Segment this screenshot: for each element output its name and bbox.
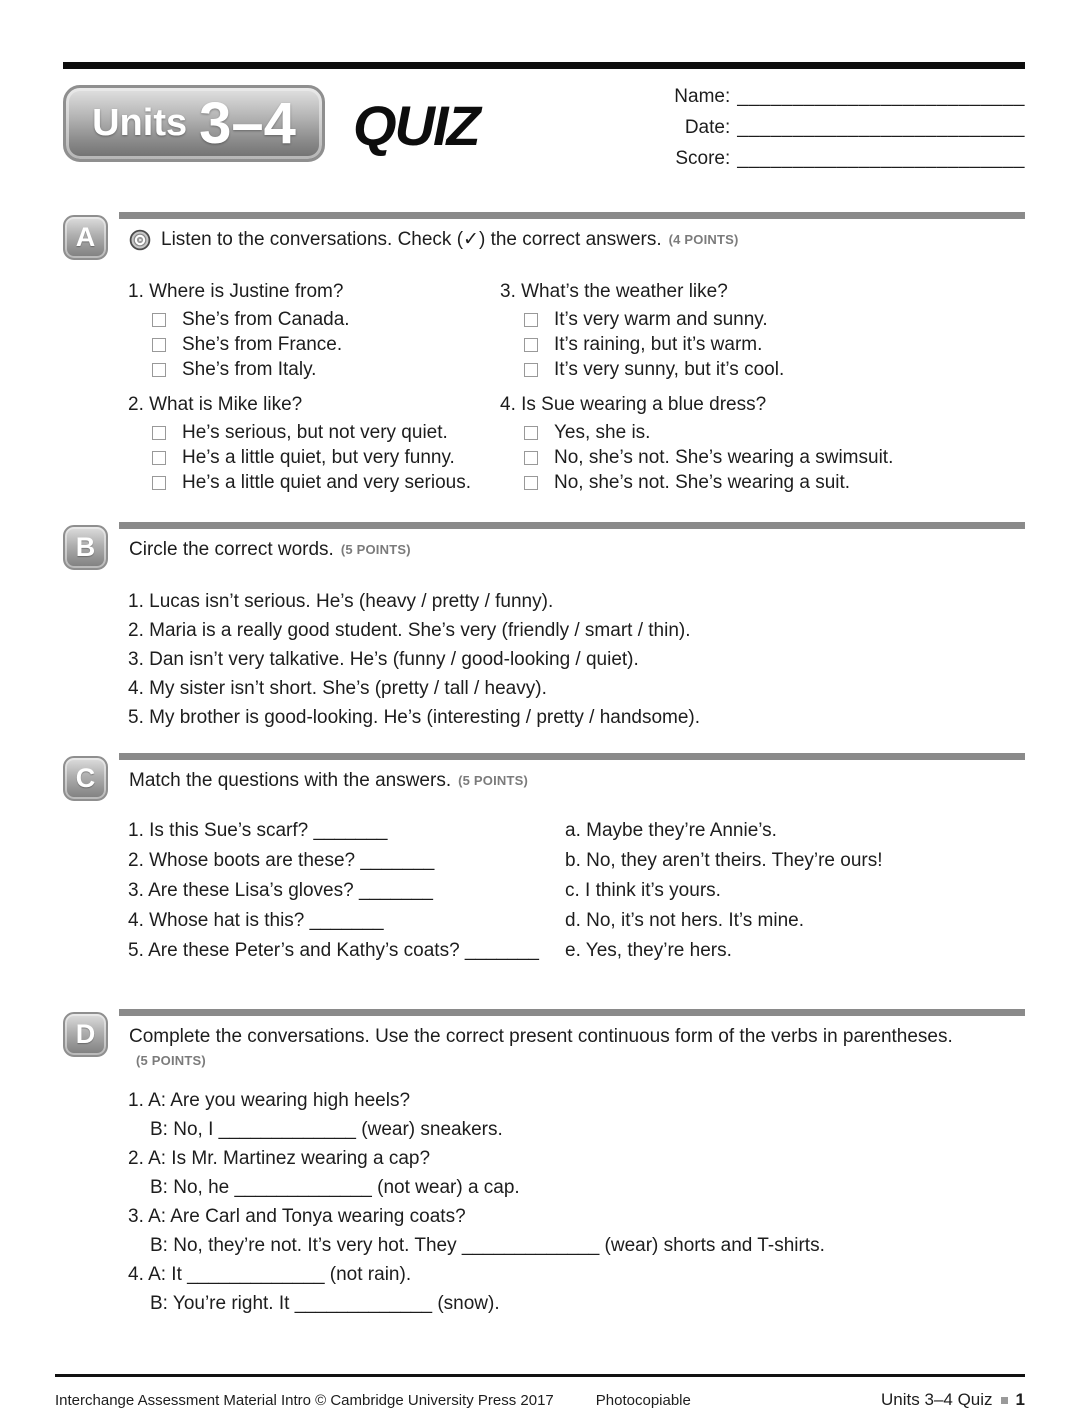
checkbox[interactable] bbox=[524, 426, 538, 440]
question-block-4 bbox=[500, 393, 1025, 492]
section-b-head bbox=[63, 522, 1025, 570]
section-d-head bbox=[63, 1009, 1025, 1073]
section-a-bar bbox=[119, 212, 1025, 219]
dialogue-b-line: B: No, I _____________ (wear) sneakers. bbox=[150, 1119, 503, 1140]
section-a-badge: A bbox=[63, 215, 108, 260]
dialogue-b-line: B: No, he _____________ (not wear) a cap. bbox=[150, 1177, 520, 1198]
match-answer: c. I think it’s yours. bbox=[565, 880, 721, 901]
match-question: 5. Are these Peter’s and Kathy’s coats? _______ bbox=[128, 940, 539, 961]
section-a-instruction-text: Listen to the conversations. Check (✓) the correct answers. bbox=[161, 229, 662, 250]
question-text: 4. Is Sue wearing a blue dress? bbox=[500, 394, 767, 415]
section-b-list bbox=[128, 592, 1025, 727]
match-question: 3. Are these Lisa’s gloves? _______ bbox=[128, 880, 433, 901]
score-label: Score: bbox=[675, 148, 731, 169]
answer-option bbox=[128, 310, 500, 329]
match-answers-column bbox=[565, 821, 1025, 971]
page-number: 1 bbox=[1015, 1390, 1025, 1409]
section-c bbox=[63, 753, 1025, 971]
section-a bbox=[63, 212, 1025, 492]
section-c-points: (5 POINTS) bbox=[458, 773, 529, 788]
date-line[interactable]: __________________________ bbox=[737, 117, 1025, 138]
checkbox[interactable] bbox=[524, 363, 538, 377]
units-badge bbox=[63, 85, 325, 162]
question-block-1 bbox=[128, 280, 500, 379]
section-d-list bbox=[128, 1091, 1025, 1314]
option-label: She’s from Italy. bbox=[182, 359, 317, 380]
name-line[interactable]: __________________________ bbox=[737, 86, 1025, 107]
answer-option bbox=[128, 423, 500, 442]
dialogue-a-line: 4. A: It _____________ (not rain). bbox=[128, 1264, 412, 1285]
section-a-body bbox=[128, 280, 1025, 492]
name-field bbox=[664, 81, 1025, 112]
circle-item: 1. Lucas isn’t serious. He’s (heavy / pretty / funny). bbox=[128, 591, 554, 612]
name-label: Name: bbox=[674, 86, 731, 107]
dialogue-b-line: B: No, they’re not. It’s very hot. They _____________ (wear) shorts and T-shirts. bbox=[150, 1235, 825, 1256]
checkbox[interactable] bbox=[152, 338, 166, 352]
section-a-points: (4 POINTS) bbox=[668, 232, 739, 247]
checkbox[interactable] bbox=[524, 338, 538, 352]
section-b-instruction bbox=[119, 538, 1025, 562]
answer-option bbox=[500, 423, 1025, 442]
score-line[interactable]: __________________________ bbox=[737, 148, 1025, 169]
option-label: No, she’s not. She’s wearing a suit. bbox=[554, 472, 851, 493]
units-badge-number: 3–4 bbox=[199, 90, 296, 156]
option-label: No, she’s not. She’s wearing a swimsuit. bbox=[554, 447, 894, 468]
top-rule bbox=[63, 62, 1025, 69]
student-fields bbox=[664, 81, 1025, 174]
answer-option bbox=[500, 335, 1025, 354]
option-label: Yes, she is. bbox=[554, 422, 651, 443]
section-b bbox=[63, 522, 1025, 727]
units-badge-word: Units bbox=[92, 102, 188, 144]
option-label: He’s serious, but not very quiet. bbox=[182, 422, 448, 443]
footer-quiz-label bbox=[881, 1390, 1025, 1410]
question-text: 3. What’s the weather like? bbox=[500, 281, 728, 302]
dialogue-a-line: 3. A: Are Carl and Tonya wearing coats? bbox=[128, 1206, 466, 1227]
date-field bbox=[664, 112, 1025, 143]
page-title: QUIZ bbox=[353, 94, 479, 157]
section-c-instruction-text: Match the questions with the answers. bbox=[129, 770, 452, 791]
match-answer: d. No, it’s not hers. It’s mine. bbox=[565, 910, 805, 931]
answer-option bbox=[128, 473, 500, 492]
section-c-bar bbox=[119, 753, 1025, 760]
circle-item: 3. Dan isn’t very talkative. He’s (funny / good-looking / quiet). bbox=[128, 649, 639, 670]
score-field bbox=[664, 143, 1025, 174]
question-text: 2. What is Mike like? bbox=[128, 394, 303, 415]
section-b-badge: B bbox=[63, 525, 108, 570]
match-answer: b. No, they aren’t theirs. They’re ours! bbox=[565, 850, 883, 871]
section-b-bar bbox=[119, 522, 1025, 529]
match-question: 4. Whose hat is this? _______ bbox=[128, 910, 384, 931]
match-answer: e. Yes, they’re hers. bbox=[565, 940, 732, 961]
listen-audio-icon bbox=[129, 229, 151, 251]
answer-option bbox=[128, 335, 500, 354]
question-block-3 bbox=[500, 280, 1025, 379]
option-label: She’s from Canada. bbox=[182, 309, 350, 330]
answer-option bbox=[500, 448, 1025, 467]
circle-item: 4. My sister isn’t short. She’s (pretty / tall / heavy). bbox=[128, 678, 547, 699]
match-question: 1. Is this Sue’s scarf? _______ bbox=[128, 820, 388, 841]
answer-option bbox=[500, 360, 1025, 379]
answer-option bbox=[500, 473, 1025, 492]
footer-copyright: Interchange Assessment Material Intro © Cambridge University Press 2017 bbox=[55, 1392, 554, 1409]
match-questions-column bbox=[128, 821, 565, 971]
option-label: He’s a little quiet, but very funny. bbox=[182, 447, 455, 468]
section-c-badge: C bbox=[63, 756, 108, 801]
checkbox[interactable] bbox=[524, 451, 538, 465]
dialogue-a-line: 2. A: Is Mr. Martinez wearing a cap? bbox=[128, 1148, 431, 1169]
square-bullet-icon bbox=[1001, 1397, 1008, 1404]
option-label: He’s a little quiet and very serious. bbox=[182, 472, 472, 493]
dialogue-b-line: B: You’re right. It _____________ (snow). bbox=[150, 1293, 500, 1314]
match-answer: a. Maybe they’re Annie’s. bbox=[565, 820, 777, 841]
question-text: 1. Where is Justine from? bbox=[128, 281, 344, 302]
section-a-head bbox=[63, 212, 1025, 260]
option-label: She’s from France. bbox=[182, 334, 343, 355]
checkbox[interactable] bbox=[152, 363, 166, 377]
section-d-instruction bbox=[119, 1025, 1025, 1073]
checkbox[interactable] bbox=[524, 313, 538, 327]
section-c-grid bbox=[128, 821, 1025, 971]
checkbox[interactable] bbox=[152, 313, 166, 327]
section-d-instruction-text: Complete the conversations. Use the correct present continuous form of the verbs in parentheses. bbox=[129, 1026, 953, 1047]
answer-option bbox=[128, 360, 500, 379]
dialogue-a-line: 1. A: Are you wearing high heels? bbox=[128, 1090, 411, 1111]
section-c-head bbox=[63, 753, 1025, 801]
circle-item: 5. My brother is good-looking. He’s (interesting / pretty / handsome). bbox=[128, 707, 701, 728]
section-b-instruction-text: Circle the correct words. bbox=[129, 539, 334, 560]
match-question: 2. Whose boots are these? _______ bbox=[128, 850, 435, 871]
section-a-instruction bbox=[119, 228, 1025, 252]
section-d-points: (5 POINTS) bbox=[136, 1053, 206, 1068]
date-label: Date: bbox=[684, 117, 731, 138]
section-d bbox=[63, 1009, 1025, 1314]
page-header bbox=[63, 85, 1025, 174]
answer-option bbox=[128, 448, 500, 467]
checkbox[interactable] bbox=[152, 426, 166, 440]
footer-quiz-title: Units 3–4 Quiz bbox=[881, 1390, 993, 1409]
section-b-points: (5 POINTS) bbox=[340, 542, 411, 557]
question-block-2 bbox=[128, 393, 500, 492]
checkbox[interactable] bbox=[152, 451, 166, 465]
answer-option bbox=[500, 310, 1025, 329]
page-footer bbox=[55, 1390, 1025, 1410]
section-d-badge: D bbox=[63, 1012, 108, 1057]
option-label: It’s very warm and sunny. bbox=[554, 309, 768, 330]
checkbox[interactable] bbox=[524, 476, 538, 490]
checkbox[interactable] bbox=[152, 476, 166, 490]
footer-rule bbox=[55, 1374, 1025, 1377]
option-label: It’s very sunny, but it’s cool. bbox=[554, 359, 785, 380]
footer-photocopiable: Photocopiable bbox=[595, 1392, 691, 1409]
section-d-bar bbox=[119, 1009, 1025, 1016]
option-label: It’s raining, but it’s warm. bbox=[554, 334, 763, 355]
circle-item: 2. Maria is a really good student. She’s very (friendly / smart / thin). bbox=[128, 620, 691, 641]
section-c-instruction bbox=[119, 769, 1025, 793]
